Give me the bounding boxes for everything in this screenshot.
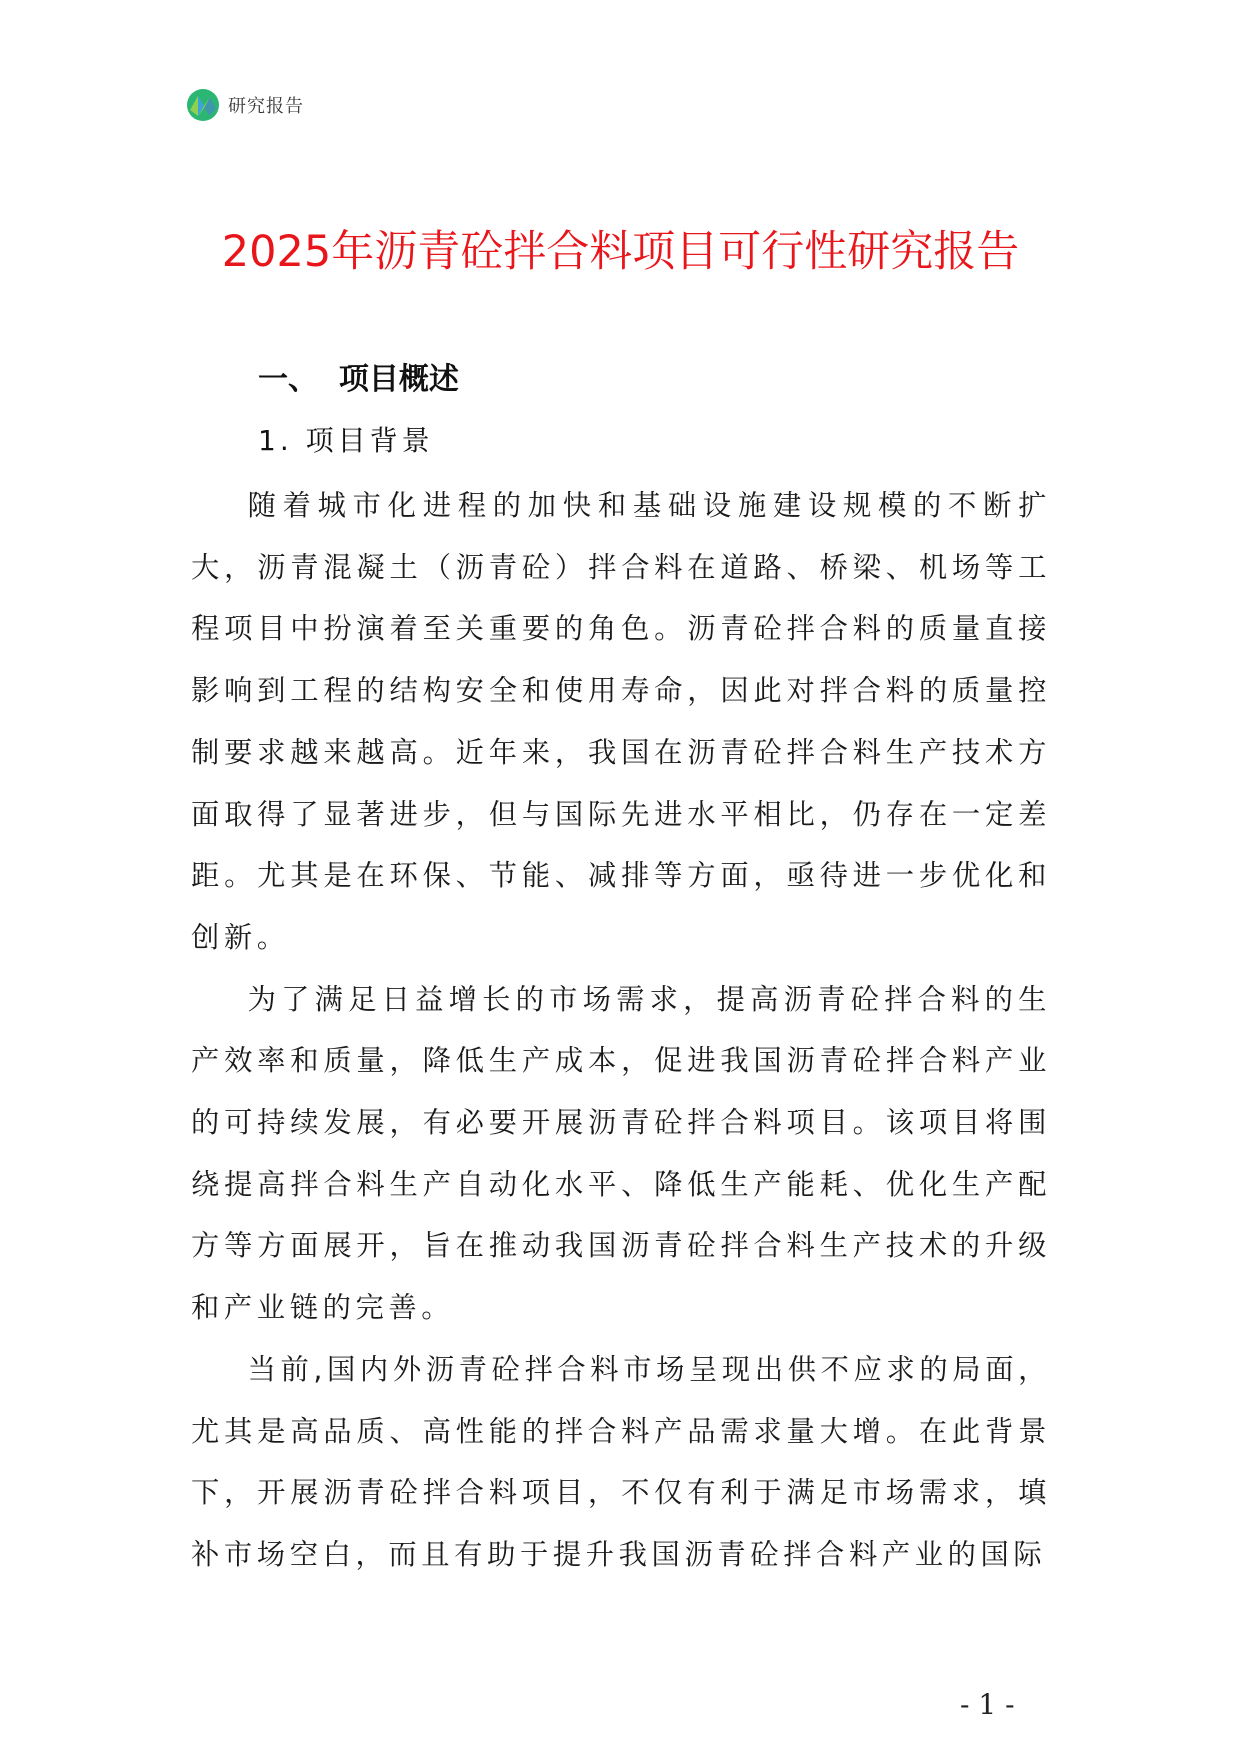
paragraph-1: 随着城市化进程的加快和基础设施建设规模的不断扩大，沥青混凝土（沥青砼）拌合料在道路、桥梁、机场等工程项目中扮演着至关重要的角色。沥青砼拌合料的质量直接影响到工程的结构安全和使用寿命，因此对拌合料的质量控制要求越来越高。近年来，我国在沥青砼拌合料生产技术方面取得了显著进步，但与国际先进水平相比，仍存在一定差距。尤其是在环保、节能、减排等方面，亟待进一步优化和创新。 (191, 489, 1051, 954)
page-header (186, 88, 304, 122)
logo-icon (186, 88, 220, 122)
paragraph-2: 为了满足日益增长的市场需求，提高沥青砼拌合料的生产效率和质量，降低生产成本，促进我国沥青砼拌合料产业的可持续发展，有必要开展沥青砼拌合料项目。该项目将围绕提高拌合料生产自动化水平、降低生产能耗、优化生产配方等方面展开，旨在推动我国沥青砼拌合料生产技术的升级和产业链的完善。 (191, 982, 1051, 1325)
sub-heading: 1. 项目背景 (258, 424, 434, 457)
paragraph-3: 当前,国内外沥青砼拌合料市场呈现出供不应求的局面，尤其是高品质、高性能的拌合料产品需求量大增。在此背景下，开展沥青砼拌合料项目，不仅有利于满足市场需求，填补市场空白，而且有助于提升我国沥青砼拌合料产业的国际 (191, 1352, 1051, 1571)
body-text (191, 475, 1051, 1586)
document-title: 2025年沥青砼拌合料项目可行性研究报告 (221, 227, 1020, 277)
section-heading: 一、 项目概述 (258, 362, 459, 397)
page-number: - 1 - (960, 1688, 1015, 1721)
header-label: 研究报告 (228, 96, 304, 117)
